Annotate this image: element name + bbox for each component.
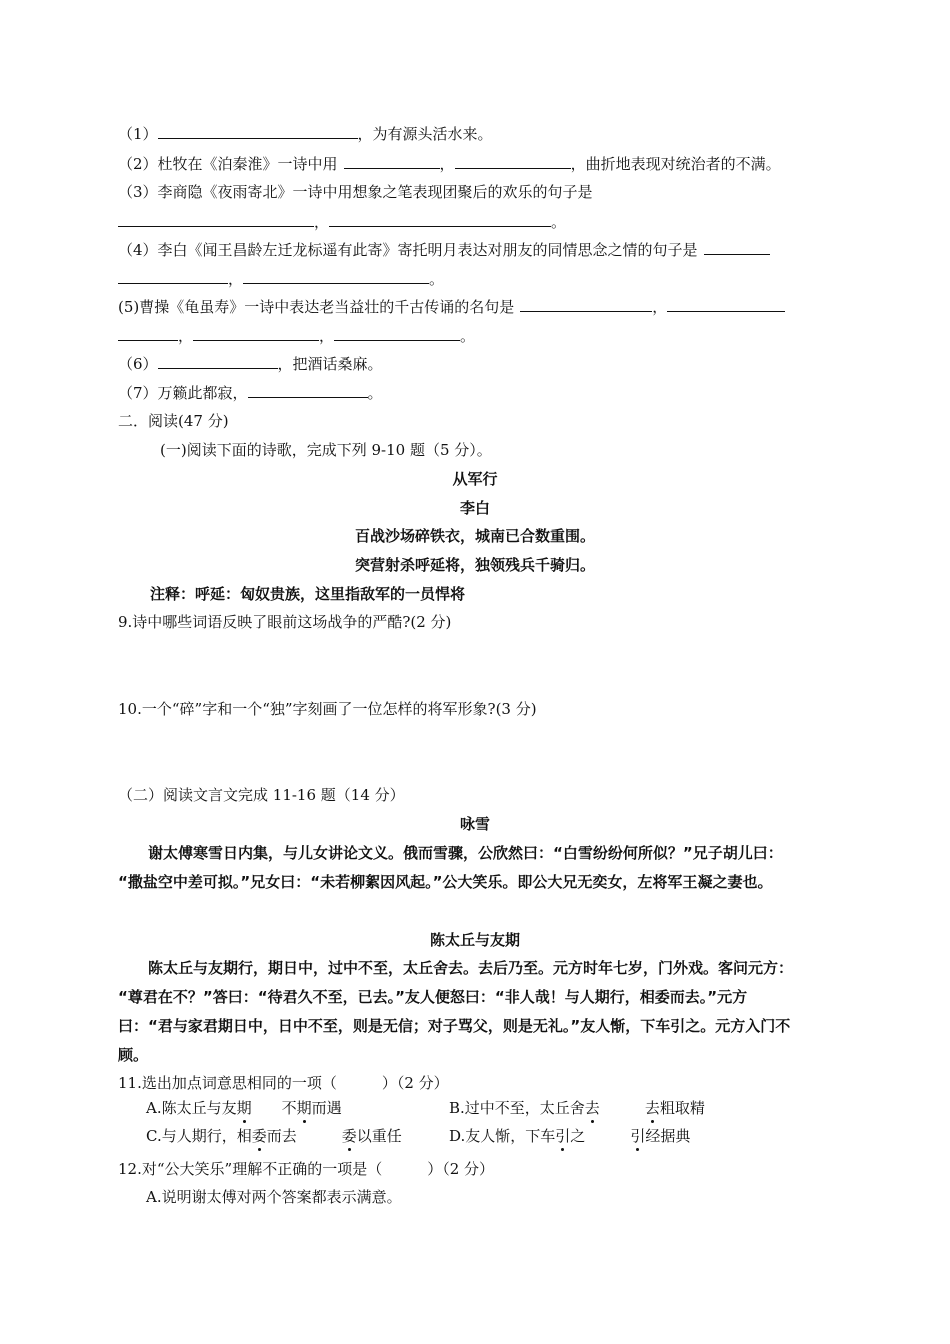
- fill-q5-tail: 。: [460, 327, 476, 345]
- option-a[interactable]: [146, 1098, 342, 1118]
- fill-q4-answers: [118, 269, 444, 289]
- option-text: 以重任: [356, 1127, 402, 1145]
- option-text: A.陈太丘与友: [146, 1099, 237, 1117]
- fill-q2: [118, 154, 781, 174]
- option-text: 而去: [266, 1127, 297, 1145]
- option-text: 而遇: [311, 1099, 342, 1117]
- option-c[interactable]: [146, 1126, 402, 1146]
- fill-q1: [118, 124, 493, 144]
- text1-title: 咏雪: [459, 815, 490, 833]
- option-b[interactable]: [449, 1098, 705, 1118]
- fill-q5-answers: [118, 326, 475, 346]
- option-text: 经据典: [645, 1127, 691, 1145]
- poem-note: 注释：呼延：匈奴贵族，这里指敌军的一员悍将: [150, 585, 466, 603]
- fill-q1-tail: ，为有源头活水来。: [357, 125, 493, 143]
- option-gap: [600, 1099, 645, 1117]
- answer-blank[interactable]: [158, 354, 278, 369]
- answer-blank[interactable]: [193, 326, 319, 341]
- answer-blank[interactable]: [334, 326, 460, 341]
- option-text: 之: [570, 1127, 586, 1145]
- fill-q3-tail: 。: [551, 213, 567, 231]
- part1-intro: (一)阅读下面的诗歌，完成下列 9-10 题（5 分）。: [160, 441, 492, 459]
- answer-blank[interactable]: [455, 154, 571, 169]
- fill-q1-num: （1）: [118, 125, 158, 143]
- poem-line: 突营射杀呼延将，独领残兵千骑归。: [354, 556, 595, 574]
- answer-blank[interactable]: [704, 240, 770, 255]
- fill-q5-sep: ，: [652, 298, 668, 316]
- dotted-char: 引: [555, 1127, 571, 1145]
- option-a[interactable]: A.说明谢太傅对两个答案都表示满意。: [146, 1188, 402, 1206]
- option-d[interactable]: [449, 1126, 690, 1146]
- option-text: C.与人期行，相: [146, 1127, 252, 1145]
- answer-blank[interactable]: [118, 269, 228, 284]
- option-text: B.过中不至，太丘舍: [449, 1099, 585, 1117]
- question-10: 10.一个“碎”字和一个“独”字刻画了一位怎样的将军形象?(3 分): [118, 700, 537, 718]
- fill-q4: [118, 240, 770, 260]
- fill-q3: [118, 182, 593, 202]
- fill-q6-tail: ，把酒话桑麻。: [277, 355, 383, 373]
- fill-q5-sep: ，: [319, 327, 335, 345]
- dotted-char: 委: [251, 1127, 267, 1145]
- text2-title: 陈太丘与友期: [429, 931, 520, 949]
- dotted-char: 期: [236, 1099, 252, 1117]
- fill-q6-num: （6）: [118, 355, 158, 373]
- fill-q2-tail: ，曲折地表现对统治者的不满。: [570, 155, 781, 173]
- question-11: 11.选出加点词意思相同的一项（ ）（2 分）: [118, 1074, 449, 1092]
- option-text: 粗取精: [659, 1099, 705, 1117]
- dotted-char: 去: [644, 1099, 660, 1117]
- fill-q3-sep: ，: [314, 213, 330, 231]
- answer-blank[interactable]: [520, 297, 652, 312]
- text2-line: “尊君在不？”答曰：“待君久不至，已去。”友人便怒曰：“非人哉！与人期行，相委而去。”元方: [118, 988, 748, 1006]
- fill-q7: [118, 383, 383, 403]
- answer-blank[interactable]: [344, 154, 440, 169]
- option-gap: [585, 1127, 630, 1145]
- fill-q4-sep: ，: [228, 270, 244, 288]
- answer-blank[interactable]: [329, 212, 551, 227]
- text2-line: 顾。: [118, 1046, 149, 1064]
- fill-q4-tail: 。: [429, 270, 445, 288]
- answer-blank[interactable]: [158, 124, 358, 139]
- fill-q2-text: （2）杜牧在《泊秦淮》一诗中用: [118, 155, 338, 173]
- fill-q5: [118, 297, 785, 317]
- text2-line: 陈太丘与友期行，期日中，过中不至，太丘舍去。去后乃至。元方时年七岁，门外戏。客问元方：: [148, 959, 794, 977]
- dotted-char: 去: [584, 1099, 600, 1117]
- option-gap: [297, 1127, 342, 1145]
- fill-q3-answers: [118, 212, 566, 232]
- answer-blank[interactable]: [248, 383, 368, 398]
- question-9: 9.诗中哪些词语反映了眼前这场战争的严酷?(2 分): [118, 613, 452, 631]
- fill-q4-text: （4）李白《闻王昌龄左迁龙标遥有此寄》寄托明月表达对朋友的同情思念之情的句子是: [118, 241, 698, 259]
- option-gap: 不: [251, 1099, 297, 1117]
- answer-blank[interactable]: [118, 326, 178, 341]
- section-heading: 二．阅读(47 分): [118, 412, 229, 430]
- fill-q2-sep: ，: [439, 155, 455, 173]
- option-text: D.友人惭，下车: [449, 1127, 556, 1145]
- fill-q5-text: (5)曹操《龟虽寿》一诗中表达老当益壮的千古传诵的名句是: [118, 298, 515, 316]
- question-12: 12.对“公大笑乐”理解不正确的一项是（ ）（2 分）: [118, 1160, 495, 1178]
- dotted-char: 期: [296, 1099, 312, 1117]
- fill-q7-tail: 。: [367, 384, 383, 402]
- answer-blank[interactable]: [118, 212, 314, 227]
- answer-blank[interactable]: [243, 269, 429, 284]
- answer-blank[interactable]: [667, 297, 785, 312]
- poem-author: 李白: [459, 499, 490, 517]
- poem-line: 百战沙场碎铁衣，城南已合数重围。: [354, 527, 595, 545]
- fill-q3-text: （3）李商隐《夜雨寄北》一诗中用想象之笔表现团聚后的欢乐的句子是: [118, 183, 593, 201]
- dotted-char: 委: [341, 1127, 357, 1145]
- fill-q6: [118, 354, 383, 374]
- text1-line: 谢太傅寒雪日内集，与儿女讲论文义。俄而雪骤，公欣然曰：“白雪纷纷何所似？”兄子胡儿曰：: [148, 844, 783, 862]
- dotted-char: 引: [630, 1127, 646, 1145]
- part2-intro: （二）阅读文言文完成 11-16 题（14 分）: [118, 786, 405, 804]
- fill-q7-text: （7）万籁此都寂，: [118, 384, 248, 402]
- text1-line: “撒盐空中差可拟。”兄女曰：“未若柳絮因风起。”公大笑乐。即公大兄无奕女，左将军王凝之妻也。: [118, 873, 773, 891]
- text2-line: 曰：“君与家君期日中，日中不至，则是无信；对子骂父，则是无礼。”友人惭，下车引之。元方入门不: [118, 1017, 791, 1035]
- poem-title: 从军行: [452, 470, 498, 488]
- fill-q5-sep: ，: [178, 327, 194, 345]
